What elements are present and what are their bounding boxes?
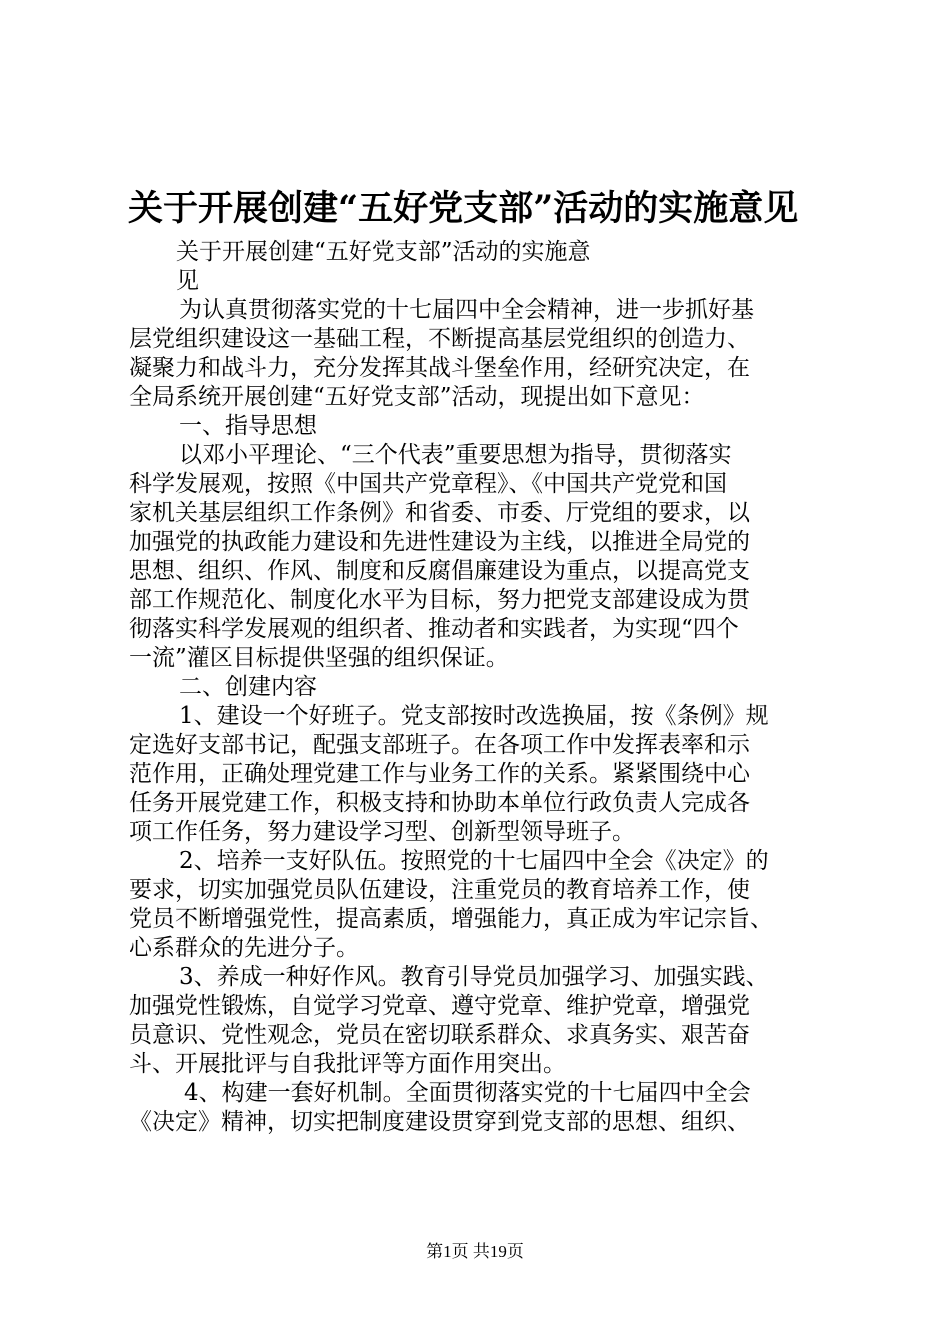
body-line: 二、创建内容 [179,674,317,700]
body-line: 范作用，正确处理党建工作与业务工作的关系。紧紧围绕中心 [129,761,750,787]
body-line: 2、培养一支好队伍。按照党的十七届四中全会《决定》的 [179,848,769,874]
body-line: 层党组织建设这一基础工程，不断提高基层党组织的创造力、 [129,326,750,352]
body-line: 要求，切实加强党员队伍建设，注重党员的教育培养工作，使 [129,877,750,903]
body-line: 一流”灌区目标提供坚强的组织保证。 [129,645,509,671]
page-footer: 第1页 共19页 [426,1242,524,1261]
body-line: 为认真贯彻落实党的十七届四中全会精神，进一步抓好基 [179,297,754,323]
body-line: 一、指导思想 [179,413,317,439]
body-line: 思想、组织、作风、制度和反腐倡廉建设为重点，以提高党支 [129,558,750,584]
body-line: 4、构建一套好机制。全面贯彻落实党的十七届四中全会 [184,1080,751,1106]
body-line: 员意识、党性观念，党员在密切联系群众、求真务实、艰苦奋 [129,1022,750,1048]
body-line: 全局系统开展创建“五好党支部”活动，现提出如下意见： [129,384,705,410]
body-line: 彻落实科学发展观的组织者、推动者和实践者，为实现“四个 [129,616,739,642]
body-line: 家机关基层组织工作条例》和省委、市委、厅党组的要求，以 [129,500,750,526]
body-line: 斗、开展批评与自我批评等方面作用突出。 [129,1051,566,1077]
body-line: 关于开展创建“五好党支部”活动的实施意 [176,239,591,265]
body-line: 定选好支部书记，配强支部班子。在各项工作中发挥表率和示 [129,732,750,758]
body-line: 部工作规范化、制度化水平为目标，努力把党支部建设成为贯 [129,587,750,613]
body-line: 任务开展党建工作，积极支持和协助本单位行政负责人完成各 [129,790,750,816]
body-line: 1、建设一个好班子。党支部按时改选换届，按《条例》规 [179,703,769,729]
body-line: 《决定》精神，切实把制度建设贯穿到党支部的思想、组织、 [129,1109,750,1135]
document-body [129,238,829,1137]
body-line: 见 [176,268,199,294]
body-line: 党员不断增强党性，提高素质，增强能力，真正成为牢记宗旨、 [129,906,773,932]
body-line: 心系群众的先进分子。 [129,935,359,961]
body-line: 项工作任务，努力建设学习型、创新型领导班子。 [129,819,635,845]
body-line: 3、养成一种好作风。教育引导党员加强学习、加强实践、 [179,964,769,990]
body-line: 以邓小平理论、“三个代表”重要思想为指导，贯彻落实 [179,442,732,468]
body-line: 科学发展观，按照《中国共产党章程》、《中国共产党党和国 [129,471,727,497]
body-line: 加强党的执政能力建设和先进性建设为主线，以推进全局党的 [129,529,750,555]
document-title: 关于开展创建“五好党支部”活动的实施意见 [128,188,799,229]
body-line: 凝聚力和战斗力，充分发挥其战斗堡垒作用，经研究决定，在 [129,355,750,381]
body-line: 加强党性锻炼，自觉学习党章、遵守党章、维护党章，增强党 [129,993,750,1019]
